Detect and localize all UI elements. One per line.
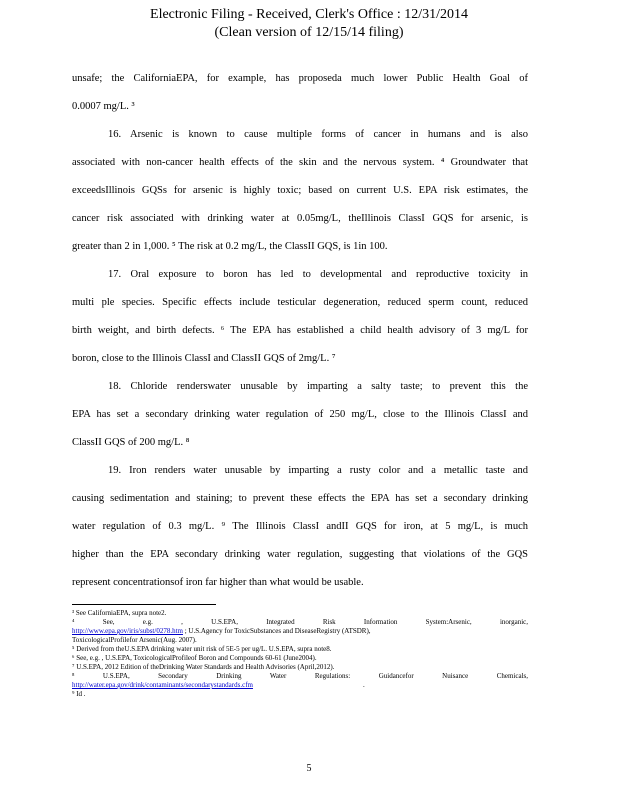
body-line: ClassII GQS of 200 mg/L. ⁸ (72, 437, 190, 448)
body-line: exceedsIllinois GQSs for arsenic is highly toxic; based on current U.S. EPA risk estimates, the (72, 185, 528, 196)
body-line: 0.0007 mg/L. ³ (72, 101, 135, 112)
filing-stamp-line: Electronic Filing - Received, Clerk's Office : 12/31/2014 (150, 7, 468, 22)
page-number: 5 (306, 763, 312, 774)
footnote-4-text: ; U.S.Agency for ToxicSubstances and DiseaseRegistry (ATSDR), (182, 627, 371, 635)
body-line: birth weight, and birth defects. ⁶ The EPA has established a child health advisory of 3 mg/L for (72, 325, 528, 336)
paragraph-19-start: 19. Iron renders water unusable by imparting a rusty color and a metallic taste and (108, 465, 528, 476)
body-line: represent concentrationsof iron far higher than what would be usable. (72, 577, 364, 588)
body-line: associated with non-cancer health effects of the skin and the nervous system. ⁴ Groundwater that (72, 157, 528, 168)
body-line: EPA has set a secondary drinking water regulation of 250 mg/L, close to the Illinois ClassI and (72, 409, 528, 420)
footnote-4-line-3: ToxicologicalProfilefor Arsenic(Aug. 2007). (72, 636, 197, 644)
body-line: boron, close to the Illinois ClassI and ClassII GQS of 2mg/L. ⁷ (72, 353, 336, 364)
body-line: cancer risk associated with drinking water at 0.05mg/L, theIllinois ClassI GQS for arsenic, is (72, 213, 528, 224)
clean-version-line: (Clean version of 12/15/14 filing) (214, 25, 404, 40)
filing-header (0, 6, 618, 42)
footnote-8-line-2 (72, 681, 365, 690)
secondary-standards-link[interactable]: http://water.epa.gov/drink/contaminants/secondarystandards.cfm (72, 681, 253, 689)
footnote-4-line-2 (72, 627, 371, 636)
footnote-4: ⁴ See, e.g. , U.S.EPA, Integrated Risk Information System:Arsenic, inorganic, (72, 618, 528, 626)
body-line: causing sedimentation and staining; to prevent these effects the EPA has set a secondary drinking (72, 493, 528, 504)
paragraph-16-start: 16. Arsenic is known to cause multiple forms of cancer in humans and is also (108, 129, 528, 140)
footnote-6: ⁶ See, e.g. , U.S.EPA, ToxicologicalProfileof Boron and Compounds 60-61 (June2004). (72, 654, 317, 662)
footnote-7: ⁷ U.S.EPA, 2012 Edition of theDrinking Water Standards and Health Advisories (April,2012). (72, 663, 335, 671)
footnote-5: ⁵ Derived from theU.S.EPA drinking water unit risk of 5E-5 per ug/L. U.S.EPA, supra note8. (72, 645, 332, 653)
footnote-9: ⁹ Id . (72, 690, 86, 698)
body-line: water regulation of 0.3 mg/L. ⁹ The Illinois ClassI andII GQS for iron, at 5 mg/L, is much (72, 521, 528, 532)
footnote-3: ³ See CaliforniaEPA, supra note2. (72, 609, 167, 617)
body-line: greater than 2 in 1,000. ⁵ The risk at 0.2 mg/L, the ClassII GQS, is 1in 100. (72, 241, 388, 252)
footnote-8: ⁸ U.S.EPA, Secondary Drinking Water Regulations: Guidancefor Nuisance Chemicals, (72, 672, 528, 680)
paragraph-18-start: 18. Chloride renderswater unusable by imparting a salty taste; to prevent this the (108, 381, 528, 392)
body-line: unsafe; the CaliforniaEPA, for example, has proposeda much lower Public Health Goal of (72, 73, 528, 84)
footnote-separator (72, 604, 216, 605)
footnote-8-end: . (362, 681, 365, 689)
body-line: higher than the EPA secondary drinking water regulation, suggesting that violations of the GQS (72, 549, 528, 560)
paragraph-17-start: 17. Oral exposure to boron has led to developmental and reproductive toxicity in (108, 269, 528, 280)
iris-arsenic-link[interactable]: http://www.epa.gov/iris/subst/0278.htm (72, 627, 183, 635)
body-line: multi ple species. Specific effects include testicular degeneration, reduced sperm count, reduced (72, 297, 528, 308)
